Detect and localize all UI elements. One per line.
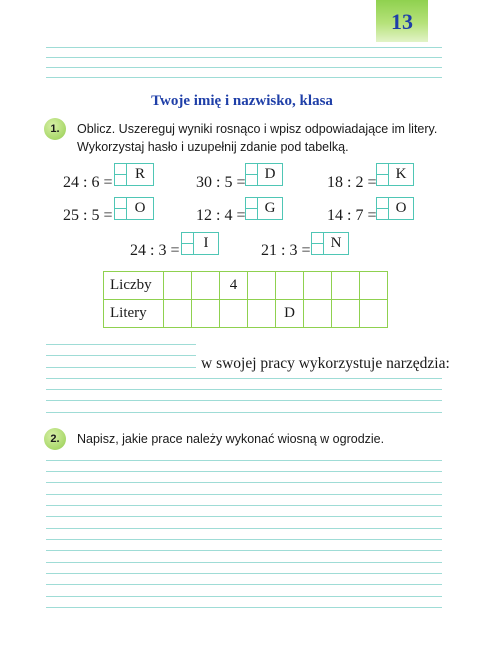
answer-line[interactable] xyxy=(46,607,442,608)
exercise-letter: I xyxy=(203,235,209,251)
table-cell[interactable] xyxy=(332,272,360,300)
table-cell[interactable] xyxy=(304,300,332,328)
answer-line[interactable] xyxy=(46,344,196,345)
table-cell[interactable] xyxy=(248,272,276,300)
answer-line[interactable] xyxy=(46,494,442,495)
name-line[interactable] xyxy=(46,57,442,58)
result-digit-box[interactable] xyxy=(377,164,389,185)
exercise-expression: 21 : 3 = xyxy=(261,242,311,259)
exercise-letter: K xyxy=(395,166,407,182)
table-cell[interactable] xyxy=(192,300,220,328)
answer-line[interactable] xyxy=(46,505,442,506)
table-cell[interactable] xyxy=(332,300,360,328)
table-row-letters xyxy=(104,300,388,328)
exercise-expression: 18 : 2 = xyxy=(327,174,377,191)
task-1-instruction-line-2: Wykorzystaj hasło i uzupełnij zdanie pod tabelką. xyxy=(77,140,349,154)
table-row-numbers xyxy=(104,272,388,300)
table-cell[interactable] xyxy=(164,300,192,328)
exercise-letter: N xyxy=(330,235,342,251)
answer-line[interactable] xyxy=(46,367,196,368)
table-cell[interactable]: D xyxy=(276,300,304,328)
sentence-completion: w swojej pracy wykorzystuje narzędzia: xyxy=(201,355,450,372)
exercise-expression: 14 : 7 = xyxy=(327,207,377,224)
answer-line[interactable] xyxy=(46,482,442,483)
task-1-number: 1. xyxy=(44,118,66,140)
answer-line[interactable] xyxy=(46,471,442,472)
name-line[interactable] xyxy=(46,47,442,48)
row-label-letters: Litery xyxy=(104,300,164,328)
row-label-numbers: Liczby xyxy=(104,272,164,300)
answer-line[interactable] xyxy=(46,389,442,390)
answer-line[interactable] xyxy=(46,355,196,356)
exercise-expression: 30 : 5 = xyxy=(196,174,246,191)
answer-line[interactable] xyxy=(46,550,442,551)
name-line[interactable] xyxy=(46,77,442,78)
exercise-answer-box[interactable] xyxy=(245,163,283,186)
result-digit-box[interactable] xyxy=(115,198,127,219)
exercise-letter: O xyxy=(134,200,146,216)
result-digit-box[interactable] xyxy=(115,164,127,185)
task-2-number: 2. xyxy=(44,428,66,450)
exercise-answer-box[interactable] xyxy=(245,197,283,220)
table-cell[interactable] xyxy=(304,272,332,300)
answer-line[interactable] xyxy=(46,528,442,529)
exercise-letter: R xyxy=(134,166,145,182)
answer-line[interactable] xyxy=(46,378,442,379)
exercise-answer-box[interactable] xyxy=(376,163,414,186)
table-cell[interactable] xyxy=(248,300,276,328)
exercise-expression: 24 : 3 = xyxy=(130,242,180,259)
exercise-letter: G xyxy=(264,200,276,216)
table-cell[interactable] xyxy=(360,300,388,328)
table-cell[interactable]: 4 xyxy=(220,272,248,300)
answer-line[interactable] xyxy=(46,539,442,540)
answer-line[interactable] xyxy=(46,516,442,517)
answer-line[interactable] xyxy=(46,573,442,574)
table-cell[interactable] xyxy=(192,272,220,300)
task-1-instruction-line-1: Oblicz. Uszereguj wyniki rosnąco i wpisz odpowiadające im litery. xyxy=(77,122,438,136)
table-cell[interactable] xyxy=(276,272,304,300)
answer-line[interactable] xyxy=(46,562,442,563)
exercise-expression: 24 : 6 = xyxy=(63,174,113,191)
exercise-answer-box[interactable] xyxy=(114,163,154,186)
answer-line[interactable] xyxy=(46,584,442,585)
exercise-letter: O xyxy=(395,200,407,216)
result-digit-box[interactable] xyxy=(246,164,258,185)
answer-line[interactable] xyxy=(46,596,442,597)
exercise-answer-box[interactable] xyxy=(114,197,154,220)
numbers-letters-table xyxy=(103,271,388,328)
exercise-letter: D xyxy=(264,166,276,182)
result-digit-box[interactable] xyxy=(246,198,258,219)
answer-line[interactable] xyxy=(46,460,442,461)
result-digit-box[interactable] xyxy=(312,233,324,254)
answer-line[interactable] xyxy=(46,412,442,413)
page-number: 13 xyxy=(376,0,428,42)
table-cell[interactable] xyxy=(164,272,192,300)
table-cell[interactable] xyxy=(220,300,248,328)
exercise-answer-box[interactable] xyxy=(181,232,219,255)
exercise-answer-box[interactable] xyxy=(311,232,349,255)
result-digit-box[interactable] xyxy=(377,198,389,219)
answer-line[interactable] xyxy=(46,400,442,401)
task-2-instruction: Napisz, jakie prace należy wykonać wiosną w ogrodzie. xyxy=(77,432,385,446)
name-line[interactable] xyxy=(46,67,442,68)
exercise-expression: 12 : 4 = xyxy=(196,207,246,224)
table-cell[interactable] xyxy=(360,272,388,300)
page-title: Twoje imię i nazwisko, klasa xyxy=(151,93,333,109)
exercise-answer-box[interactable] xyxy=(376,197,414,220)
exercise-expression: 25 : 5 = xyxy=(63,207,113,224)
result-digit-box[interactable] xyxy=(182,233,194,254)
